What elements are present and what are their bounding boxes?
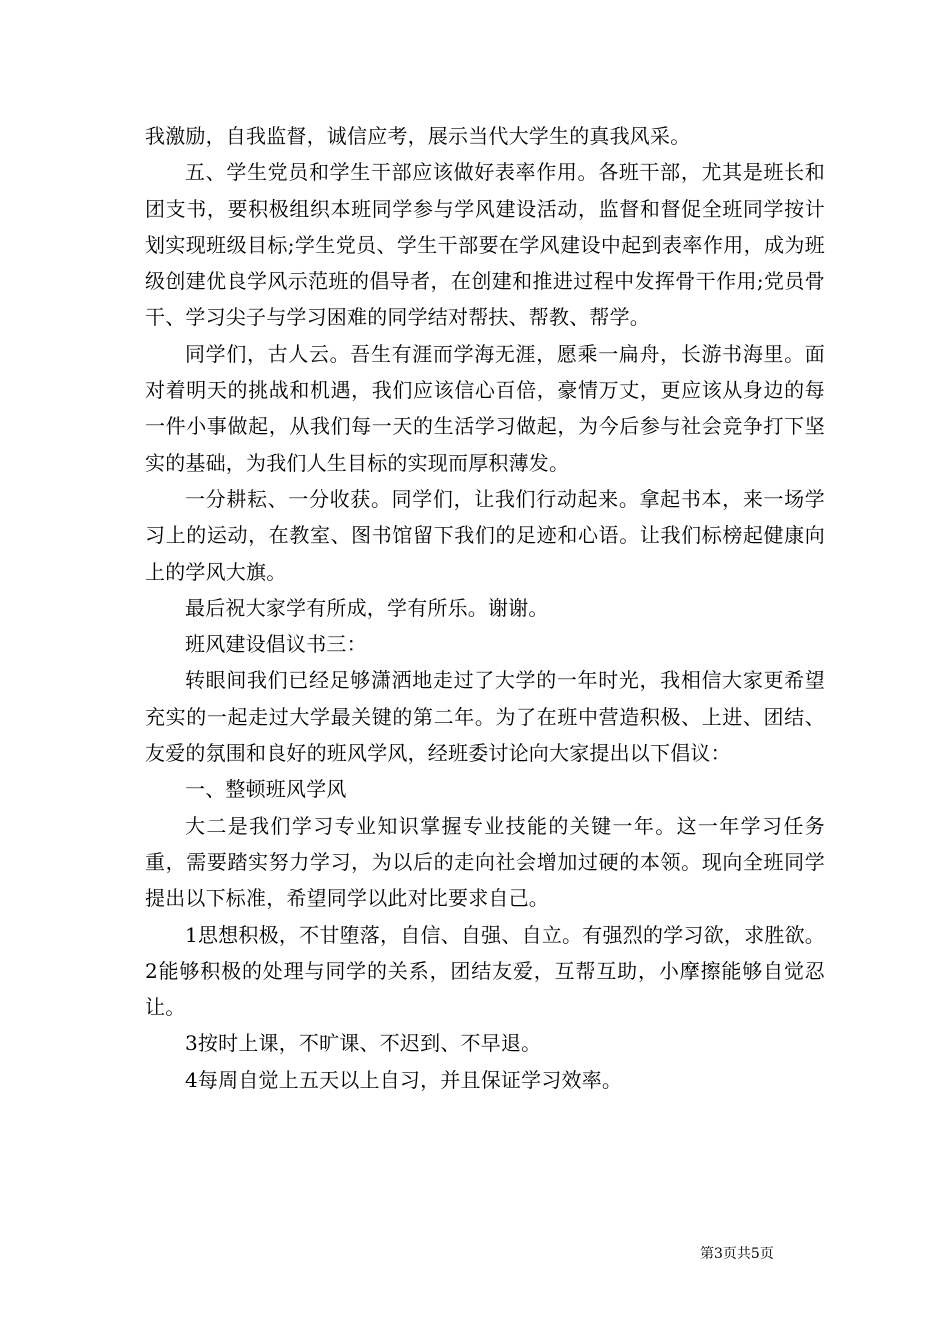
paragraph: 一、整顿班风学风 (185, 777, 347, 802)
paragraph: 1思想积极，不甘堕落，自信、自强、自立。有强烈的学习欲，求胜欲。2能够积极的处理与同学的关系，团结友爱，互帮互助，小摩擦能够自觉忍让。 (145, 922, 825, 1020)
paragraph: 转眼间我们已经足够潇洒地走过了大学的一年时光，我相信大家更希望充实的一起走过大学最关键的第二年。为了在班中营造积极、上进、团结、友爱的氛围和良好的班风学风，经班委讨论向大家提出以下倡议： (145, 668, 825, 766)
paragraph: 一分耕耘、一分收获。同学们，让我们行动起来。拿起书本，来一场学习上的运动，在教室、图书馆留下我们的足迹和心语。让我们标榜起健康向上的学风大旗。 (145, 486, 825, 584)
paragraph: 五、学生党员和学生干部应该做好表率作用。各班干部，尤其是班长和团支书，要积极组织本班同学参与学风建设活动，监督和督促全班同学按计划实现班级目标;学生党员、学生干部要在学风建设中起到表率作用，成为班级创建优良学风示范班的倡导者，在创建和推进过程中发挥骨干作用;党员骨干、学习尖子与学习困难的同学结对帮扶、帮教、帮学。 (145, 160, 825, 330)
page-number: 第3页共5页 (700, 1246, 774, 1262)
paragraph: 班风建设倡议书三： (185, 632, 367, 657)
paragraph: 同学们，古人云。吾生有涯而学海无涯，愿乘一扁舟，长游书海里。面对着明天的挑战和机遇，我们应该信心百倍，豪情万丈，更应该从身边的每一件小事做起，从我们每一天的生活学习做起，为今后参与社会竞争打下坚实的基础，为我们人生目标的实现而厚积薄发。 (145, 341, 825, 475)
paragraph: 3按时上课，不旷课、不迟到、不早退。 (185, 1031, 542, 1056)
paragraph: 最后祝大家学有所成，学有所乐。谢谢。 (185, 595, 549, 620)
document-body (145, 118, 825, 1098)
paragraph: 我激励，自我监督，诚信应考，展示当代大学生的真我风采。 (145, 124, 691, 148)
paragraph: 4每周自觉上五天以上自习，并且保证学习效率。 (185, 1067, 623, 1092)
paragraph: 大二是我们学习专业知识掌握专业技能的关键一年。这一年学习任务重，需要踏实努力学习，为以后的走向社会增加过硬的本领。现向全班同学提出以下标准，希望同学以此对比要求自己。 (145, 813, 825, 911)
